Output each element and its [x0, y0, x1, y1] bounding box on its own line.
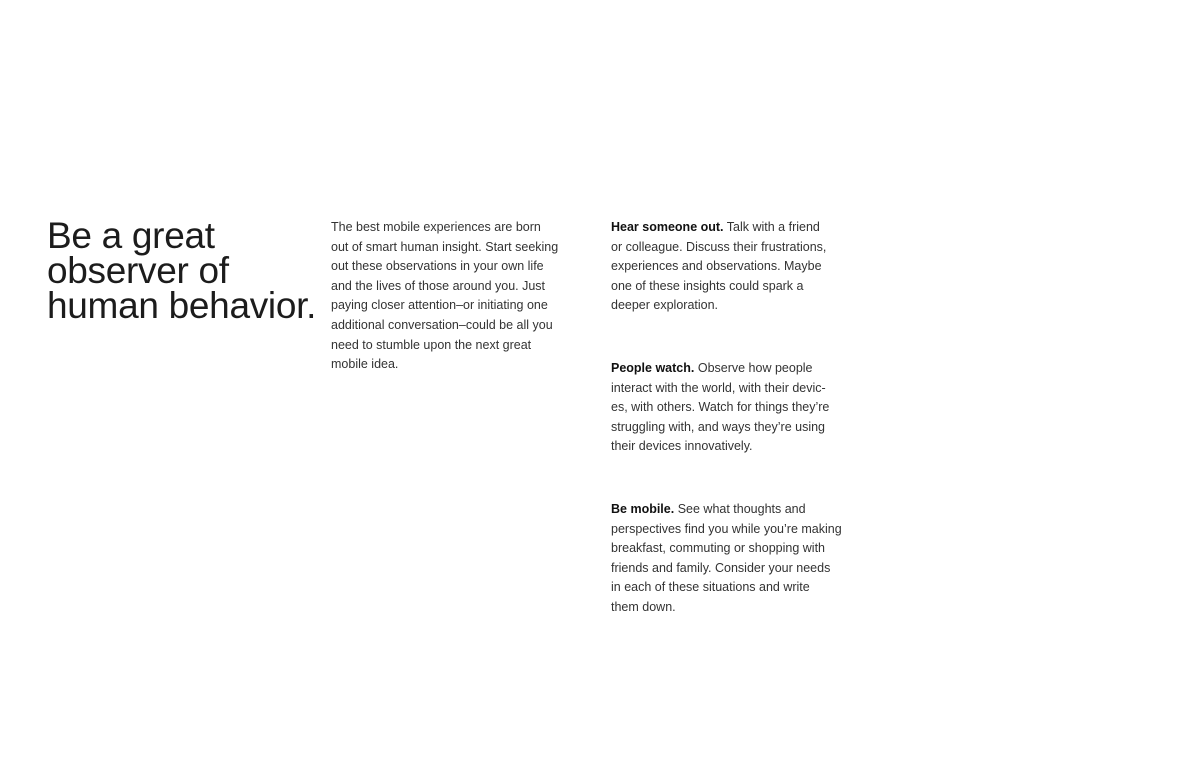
headline-line: human behavior. [47, 285, 317, 326]
intro-line: out these observations in your own life [331, 259, 544, 274]
tip-title: People watch. [611, 361, 695, 375]
intro-line: The best mobile experiences are born [331, 220, 541, 234]
tip-text: Talk with a friend [726, 220, 820, 234]
intro-line: additional conversation–could be all you [331, 317, 553, 332]
tip-line: perspectives find you while you’re making [611, 521, 842, 536]
tip-text: Observe how people [697, 361, 813, 375]
tip-line: or colleague. Discuss their frustrations, [611, 239, 827, 254]
tip-line: es, with others. Watch for things they’re [611, 400, 830, 415]
tip-title: Hear someone out. [611, 220, 724, 234]
tip-line: friends and family. Consider your needs [611, 560, 831, 575]
intro-line: need to stumble upon the next great [331, 337, 532, 352]
tip-line: one of these insights could spark a [611, 278, 804, 293]
tip-line: struggling with, and ways they’re using [611, 419, 826, 434]
tip-line: deeper exploration. [611, 298, 719, 313]
tip-line: them down. [611, 599, 676, 614]
intro-line: paying closer attention–or initiating one [331, 298, 548, 313]
intro-paragraph [331, 218, 571, 375]
tip-first-line [611, 500, 851, 520]
tip-line: their devices innovatively. [611, 439, 753, 454]
headline-line: Be a great [47, 215, 215, 256]
page-title [47, 215, 317, 326]
tip-first-line [611, 359, 851, 379]
tip-text: See what thoughts and [677, 502, 806, 516]
tip-hear-someone-out [611, 218, 851, 316]
intro-line: out of smart human insight. Start seeking [331, 239, 559, 254]
tip-line: in each of these situations and write [611, 580, 810, 595]
tip-be-mobile [611, 500, 851, 618]
tip-title: Be mobile. [611, 502, 675, 516]
tip-line: interact with the world, with their devic- [611, 380, 826, 395]
intro-line: mobile idea. [331, 357, 399, 372]
tip-first-line [611, 218, 851, 238]
tip-people-watch [611, 359, 851, 457]
headline-line: observer of [47, 250, 229, 291]
tip-line: breakfast, commuting or shopping with [611, 541, 825, 556]
intro-line: and the lives of those around you. Just [331, 278, 546, 293]
tip-line: experiences and observations. Maybe [611, 259, 822, 274]
